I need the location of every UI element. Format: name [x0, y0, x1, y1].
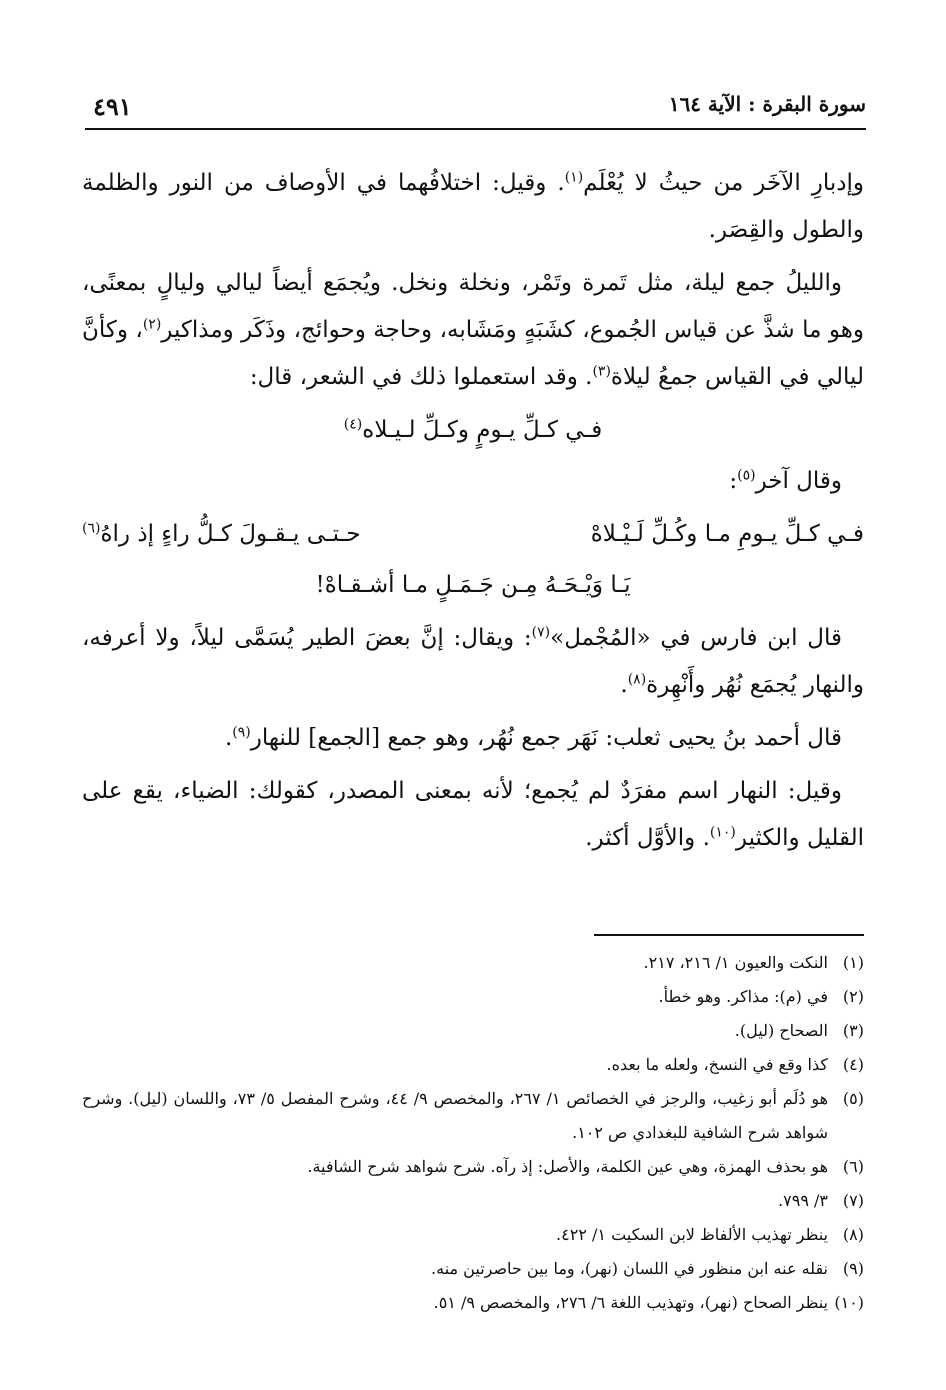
footnote-ref: (٣) [592, 363, 611, 380]
paragraph-1: وإدبارِ الآخَر من حيثُ لا يُعْلَم$^{(١)}$. وقيل: اختلافُهما في الأوصاف من النور والظلمة والطول والقِصَر. [82, 169, 864, 243]
footnote-ref: (٦) [82, 520, 101, 537]
footnote: (٥) هو دُلَم أبو زغيب، والرجز في الخصائص ١/ ٢٦٧، والمخصص ٩/ ٤٤، وشرح المفصل ٥/ ٧٣، واللسان (ليل). وشرح شواهد شرح الشافية للبغدادي ص ١٠٢. [82, 1089, 864, 1142]
footnote: (١٠) ينظر الصحاح (نهر)، وتهذيب اللغة ٦/ ٢٧٦، والمخصص ٩/ ٥١. [433, 1293, 864, 1312]
paragraph-6: وقيل: النهار اسم مفرَدٌ لم يُجمع؛ لأنه بمعنى المصدر، كقولك: الضياء، يقع على القليل والكثير$^{(١٠)}$. والأوَّل أكثر. [82, 778, 864, 851]
verse-2-hemistich-right: فـي كـلِّ يـومِ مـا وكُـلِّ لَـيْـلاهْ [590, 521, 864, 547]
footnote-ref: (٢) [142, 316, 162, 333]
verse-2-hemistich-left: حـتـى يـقـولَ كـلُّ راءٍ إذ راهُ$^{(٦)}$ [82, 520, 361, 547]
footnote-separator [594, 934, 864, 936]
paragraph-5: قال أحمد بنُ يحيى ثعلب: نَهَر جمع نُهُر، وهو جمع [الجمع] للنهار$^{(٩)}$. [224, 724, 842, 751]
footnote-ref: (٧) [531, 624, 551, 641]
footnote-ref: (٨) [627, 671, 647, 688]
footnote: (٢) في (م): مذاكر. وهو خطأ. [658, 987, 864, 1006]
verse-1: فـي كـلِّ يـومٍ وكـلِّ لـيـلاه$^{(٤)}$ [343, 416, 603, 443]
page-header [85, 92, 866, 130]
footnotes [82, 946, 864, 1320]
paragraph-2: والليلُ جمع ليلة، مثل تَمرة وتَمْر، ونخلة ونخل. ويُجمَع أيضاً ليالي وليالٍ بمعنًى، وهو ما شذَّ عن قياس الجُموع، كشَبَهٍ ومَشَابه، وحاجة وحوائج، وذَكَر ومذاكير$^{(٢)}$، وكأنَّ ليالي في القياس جمعُ ليلاة$^{(٣)}$. وقد استعملوا ذلك في الشعر، قال: [82, 270, 864, 390]
main-text [82, 160, 864, 868]
footnote: (٨) ينظر تهذيب الألفاظ لابن السكيت ١/ ٤٢٢. [556, 1225, 864, 1244]
footnote: (٣) الصحاح (ليل). [734, 1021, 864, 1040]
paragraph-4: قال ابن فارس في «المُجْمل»$^{(٧)}$: ويقال: إنَّ بعضَ الطير يُسَمَّى ليلاً، ولا أعرفه، والنهار يُجمَع نُهُر وأَنْهِرة$^{(٨)}$. [82, 624, 864, 698]
footnote: (٧) ٣/ ٧٩٩. [778, 1191, 864, 1210]
page-number: ٤٩١ [93, 92, 132, 121]
footnote-ref: (١) [564, 169, 584, 186]
footnote: (٦) هو بحذف الهمزة، وهي عين الكلمة، والأصل: إذ رآه. شرح شواهد شرح الشافية. [307, 1157, 864, 1176]
paragraph-3: وقال آخر$^{(٥)}$: [729, 467, 842, 494]
verse-2-line-1 [82, 511, 864, 558]
verse-2-line-2: يَـا وَيْـحَـهُ مِـن جَـمَـلٍ مـا أشـقـاهْ! [315, 572, 631, 598]
footnote: (٩) نقله عنه ابن منظور في اللسان (نهر)، وما بين حاصرتين منه. [431, 1259, 864, 1278]
footnote: (٤) كذا وقع في النسخ، ولعله ما بعده. [606, 1055, 864, 1074]
footnote-ref: (٤) [343, 416, 363, 433]
footnote-ref: (٩) [232, 724, 251, 741]
running-title: سورة البقرة : الآية ١٦٤ [668, 92, 866, 116]
footnote: (١) النكت والعيون ١/ ٢١٦، ٢١٧. [643, 953, 864, 972]
footnote-ref: (٥) [737, 467, 756, 484]
footnote-ref: (١٠) [709, 824, 736, 841]
